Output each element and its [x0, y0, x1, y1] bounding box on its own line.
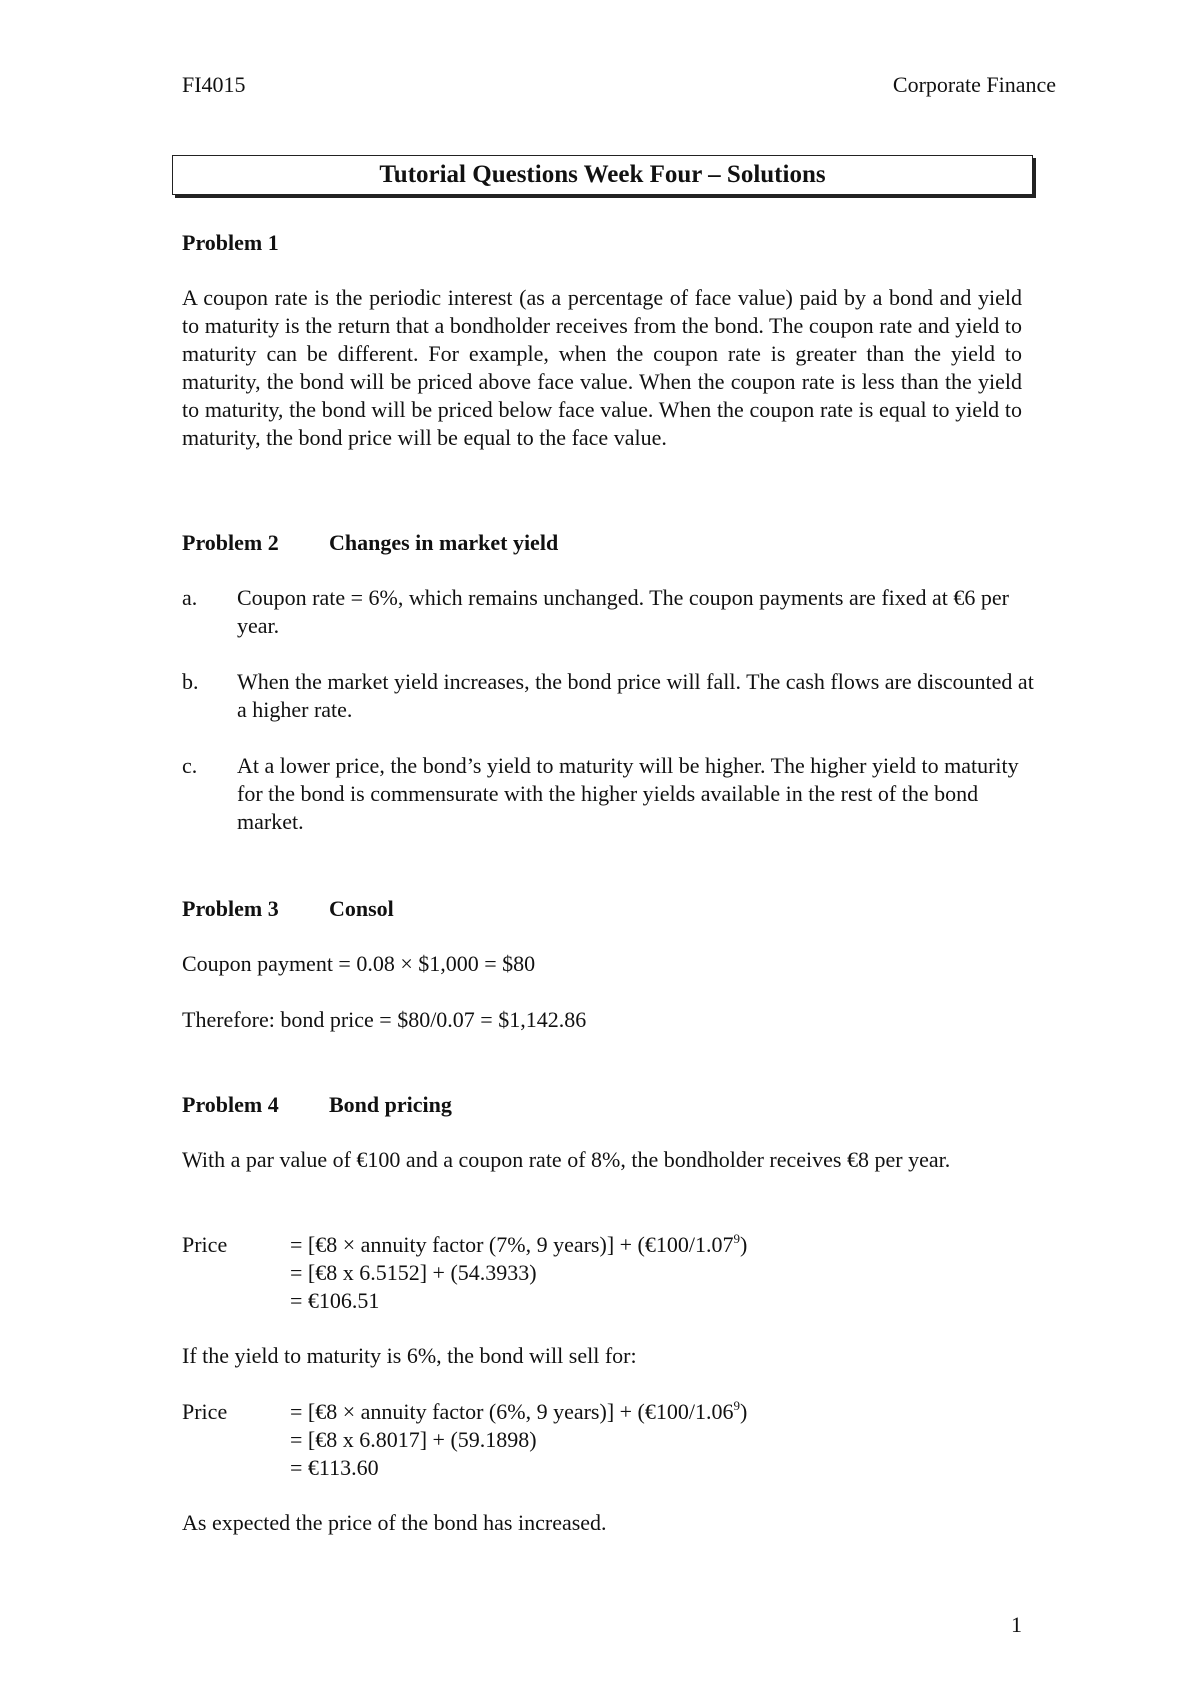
calc-row-close: )	[740, 1232, 748, 1257]
coupon-payment-line: Coupon payment = 0.08 × $1,000 = $80	[182, 951, 536, 976]
problem-2-heading	[182, 530, 559, 556]
calc-row: = €106.51	[290, 1288, 380, 1313]
calc-row-close: )	[740, 1399, 748, 1424]
course-code: FI4015	[182, 72, 246, 97]
exponent: 9	[733, 1231, 740, 1246]
problem-1-label: Problem 1	[182, 230, 279, 255]
price-label: Price	[182, 1399, 228, 1424]
course-subject: Corporate Finance	[892, 72, 1056, 97]
problem-4-intro: With a par value of €100 and a coupon rate of 8%, the bondholder receives €8 per year.	[182, 1147, 951, 1172]
problem-1-text: A coupon rate is the periodic interest (as a percentage of face value) paid by a bond and yield to maturity is the return that a bondholder receives from the bond. The coupon rate and yield to maturity can be different. For example, when the coupon rate is greater than the yield to maturity, the bond will be priced above face value. When the coupon rate is less than the yield to maturity, the bond will be priced below face value. When the coupon rate is equal to yield to maturity, the bond price will be equal to the face value.	[182, 285, 1022, 450]
price-label: Price	[182, 1232, 228, 1257]
calc-row-text: = [€8 × annuity factor (6%, 9 years)] + (€100/1.06	[290, 1399, 734, 1424]
problem-4-conclusion: As expected the price of the bond has increased.	[182, 1510, 607, 1535]
item-marker: c.	[182, 753, 198, 778]
problem-4-heading	[182, 1092, 452, 1118]
problem-4-topic: Bond pricing	[329, 1092, 452, 1117]
calc-row: = [€8 x 6.8017] + (59.1898)	[290, 1427, 537, 1452]
document-title	[172, 155, 1033, 195]
problem-4-mid-text: If the yield to maturity is 6%, the bond will sell for:	[182, 1343, 637, 1368]
calc-row: = [€8 x 6.5152] + (54.3933)	[290, 1260, 537, 1285]
bond-price-line: Therefore: bond price = $80/0.07 = $1,142.86	[182, 1007, 587, 1032]
calc-row: = €113.60	[290, 1455, 379, 1480]
item-marker: a.	[182, 585, 198, 610]
item-text: Coupon rate = 6%, which remains unchanged. The coupon payments are fixed at €6 per year.	[237, 585, 1009, 638]
item-text: At a lower price, the bond’s yield to maturity will be higher. The higher yield to maturity for the bond is commensurate with the higher yields available in the rest of the bond market.	[237, 753, 1019, 834]
calc-row	[290, 1231, 747, 1259]
calc-row-text: = [€8 × annuity factor (7%, 9 years)] + (€100/1.07	[290, 1232, 734, 1257]
problem-2-topic: Changes in market yield	[329, 530, 559, 555]
problem-1-heading	[182, 230, 279, 256]
exponent: 9	[733, 1398, 740, 1413]
problem-3-topic: Consol	[329, 896, 394, 921]
problem-3-heading	[182, 896, 394, 922]
problem-3-label: Problem 3	[182, 896, 279, 921]
problem-4-label: Problem 4	[182, 1092, 279, 1117]
document-title-text: Tutorial Questions Week Four – Solutions	[379, 161, 826, 188]
page-number: 1	[1011, 1612, 1022, 1637]
calc-row	[290, 1398, 747, 1426]
problem-2-label: Problem 2	[182, 530, 279, 555]
item-marker: b.	[182, 669, 199, 694]
item-text: When the market yield increases, the bond price will fall. The cash flows are discounted at a higher rate.	[237, 669, 1034, 722]
